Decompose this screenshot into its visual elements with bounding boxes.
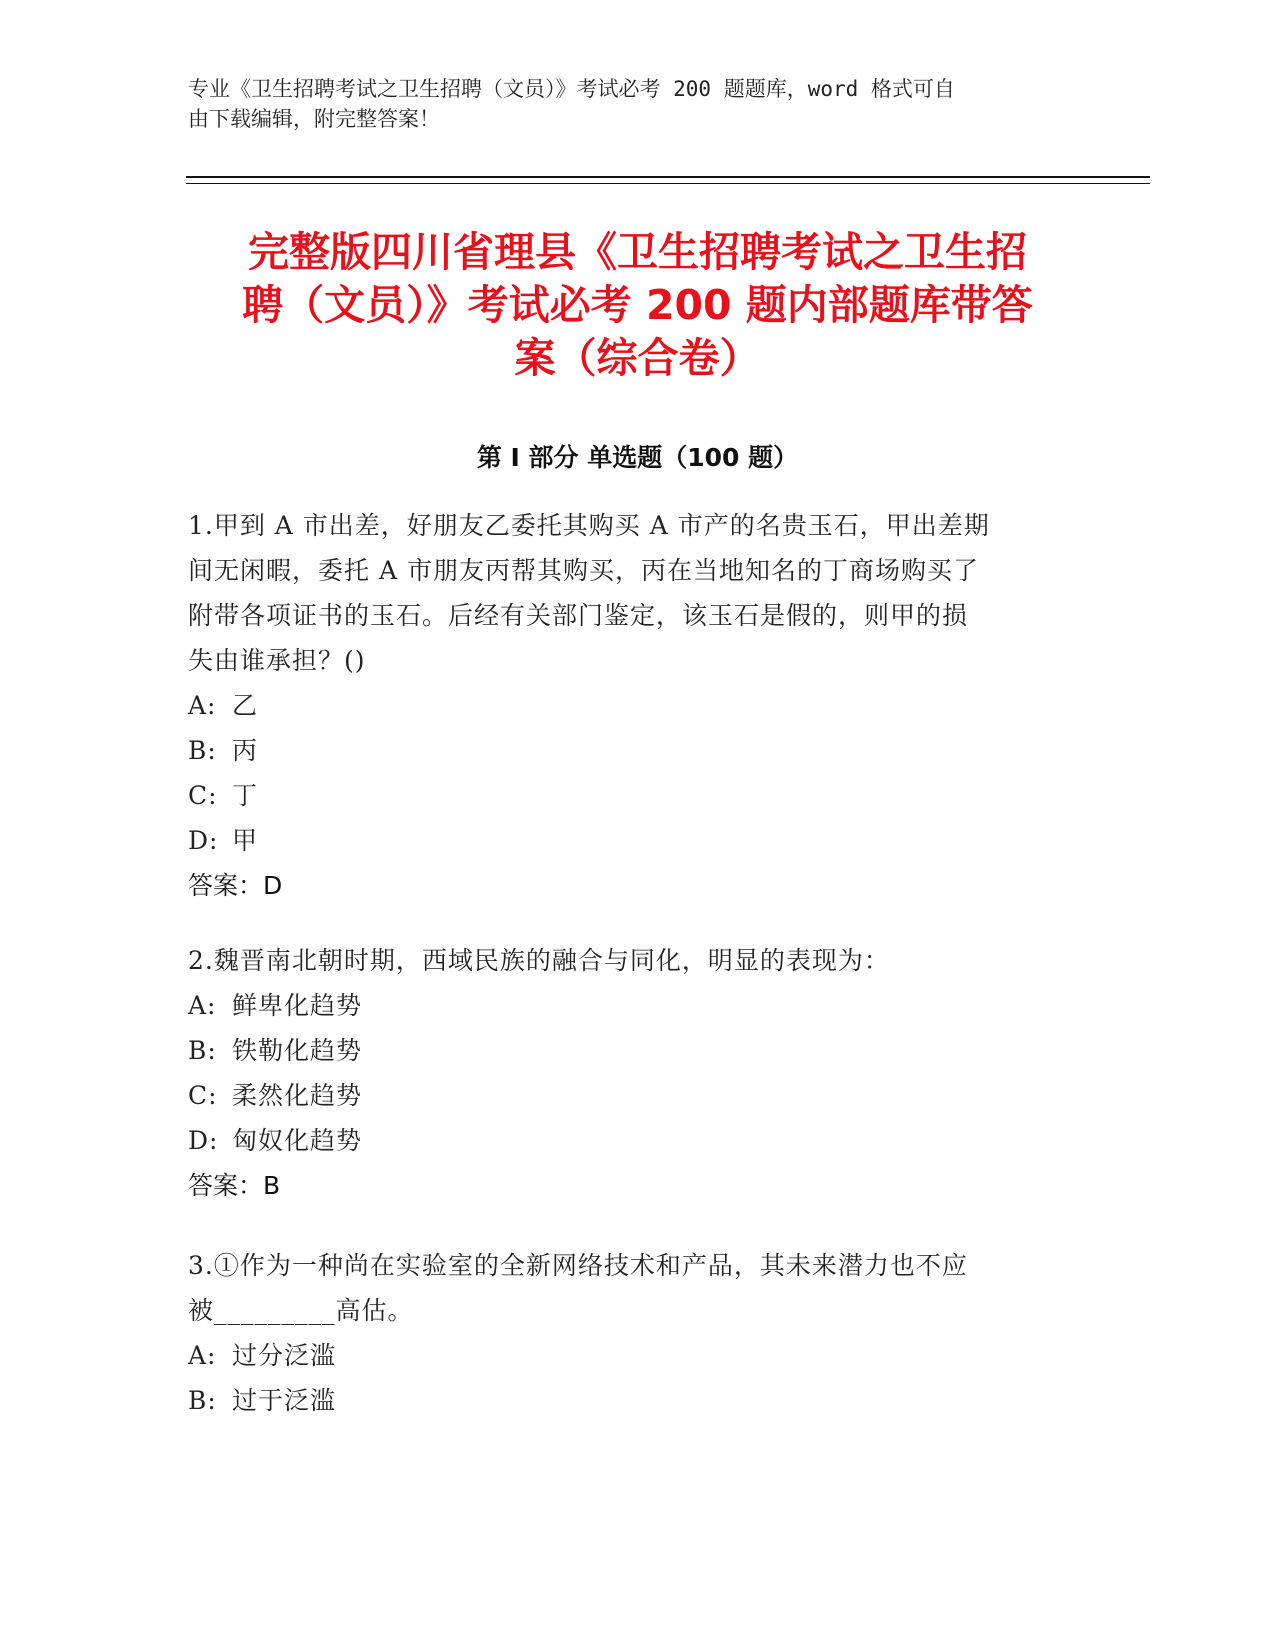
option-key: D: xyxy=(188,826,219,855)
option-key: C: xyxy=(188,1081,218,1110)
option-key: A: xyxy=(188,991,217,1020)
question-line: 失由谁承担？() xyxy=(188,646,366,675)
option-text: 丙 xyxy=(232,736,259,765)
question-text xyxy=(188,503,1088,683)
answer: 答案：D xyxy=(188,871,283,900)
title-line: 案（综合卷） xyxy=(514,334,761,382)
option-c xyxy=(188,773,1088,818)
question-line: 3.①作为一种尚在实验室的全新网络技术和产品，其未来潜力也不应 xyxy=(188,1251,968,1280)
section-title: 第 I 部分 单选题（100 题） xyxy=(476,443,799,472)
option-key: B: xyxy=(188,1386,217,1415)
option-key: B: xyxy=(188,736,217,765)
option-b xyxy=(188,1378,1088,1423)
option-text: 过分泛滥 xyxy=(232,1341,337,1370)
question-line: 附带各项证书的玉石。后经有关部门鉴定，该玉石是假的，则甲的损 xyxy=(188,601,969,630)
question-line: 被_________高估。 xyxy=(188,1296,414,1325)
header-divider-thick xyxy=(186,176,1150,178)
option-key: B: xyxy=(188,1036,217,1065)
option-key: A: xyxy=(188,1341,217,1370)
question-3 xyxy=(188,1243,1088,1423)
option-text: 柔然化趋势 xyxy=(232,1081,363,1110)
option-text: 匈奴化趋势 xyxy=(232,1126,363,1155)
question-line: 1.甲到 A 市出差，好朋友乙委托其购买 A 市产的名贵玉石，甲出差期 xyxy=(188,511,990,540)
option-a xyxy=(188,983,1088,1028)
option-text: 丁 xyxy=(232,781,259,810)
title-line: 完整版四川省理县《卫生招聘考试之卫生招 xyxy=(248,228,1027,276)
option-a xyxy=(188,1333,1088,1378)
option-text: 鲜卑化趋势 xyxy=(232,991,363,1020)
header-divider-thin xyxy=(186,183,1150,184)
option-d xyxy=(188,1118,1088,1163)
option-b xyxy=(188,728,1088,773)
question-2 xyxy=(188,938,1088,1208)
title-line: 聘（文员）》考试必考 200 题内部题库带答 xyxy=(242,281,1033,329)
option-c xyxy=(188,1073,1088,1118)
option-a xyxy=(188,683,1088,728)
option-key: A: xyxy=(188,691,217,720)
question-1 xyxy=(188,503,1088,908)
header-note xyxy=(188,74,1068,134)
document-title xyxy=(150,226,1125,385)
option-text: 甲 xyxy=(232,826,259,855)
header-note-line: 专业《卫生招聘考试之卫生招聘（文员）》考试必考 200 题题库，word 格式可自 xyxy=(188,77,955,101)
option-key: D: xyxy=(188,1126,219,1155)
question-line: 2.魏晋南北朝时期，西域民族的融合与同化，明显的表现为： xyxy=(188,946,890,975)
option-text: 乙 xyxy=(232,691,259,720)
answer: 答案：B xyxy=(188,1171,281,1200)
question-text xyxy=(188,1243,1088,1333)
option-text: 过于泛滥 xyxy=(232,1386,337,1415)
question-line: 间无闲暇，委托 A 市朋友丙帮其购买，丙在当地知名的丁商场购买了 xyxy=(188,556,979,585)
option-text: 铁勒化趋势 xyxy=(232,1036,363,1065)
question-text xyxy=(188,938,1088,983)
header-note-line: 由下载编辑，附完整答案！ xyxy=(188,107,440,131)
option-d xyxy=(188,818,1088,863)
option-b xyxy=(188,1028,1088,1073)
option-key: C: xyxy=(188,781,218,810)
